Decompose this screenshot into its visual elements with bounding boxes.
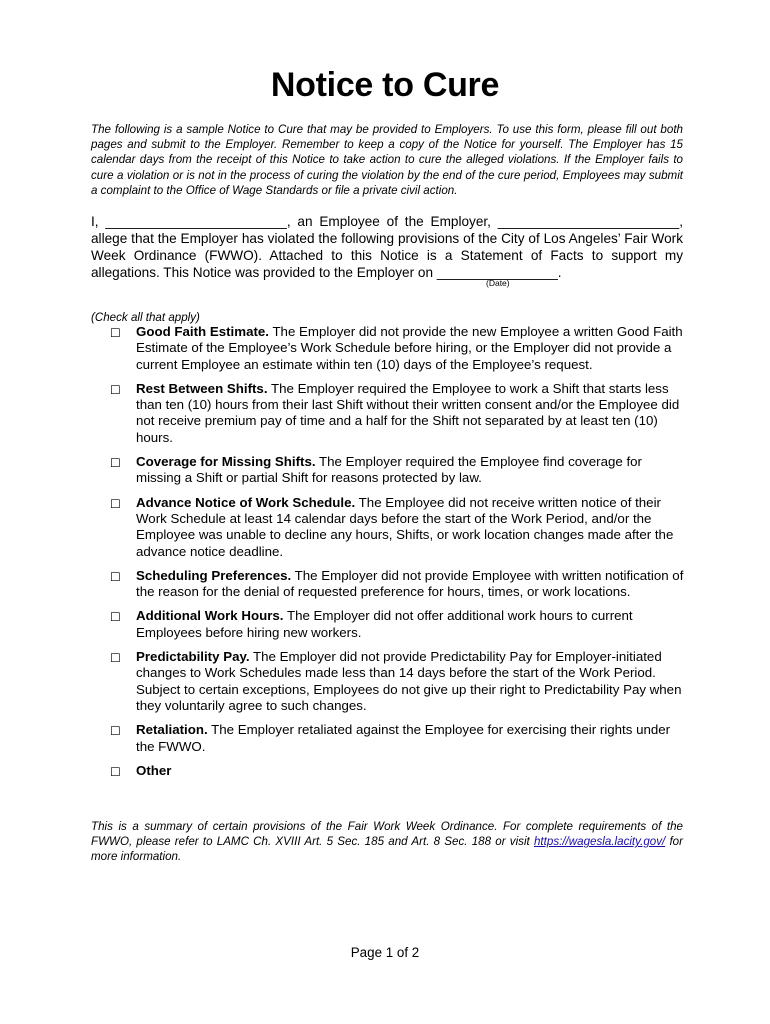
- checkbox[interactable]: ☐: [110, 326, 121, 340]
- checkbox[interactable]: ☐: [110, 651, 121, 666]
- checklist-item: [110, 324, 685, 373]
- item-heading: Other: [136, 762, 172, 778]
- checklist-item: [110, 454, 685, 487]
- summary-text: This is a summary of certain provisions of the Fair Work Week Ordinance. For complete requirements of the FWWO, please refer to LAMC Ch. XVIII Art. 5 Sec. 185 and Art. 8 Sec. 188 or visit: [91, 820, 683, 849]
- item-text: The Employee did not receive written notice of their Work Schedule at least 14 calendar days before the start of the Work Period, and/or the Employee was unable to decline any hours, Shifts, or work location changes made after the advance notice deadline.: [136, 494, 674, 559]
- checkbox[interactable]: ☐: [110, 569, 121, 584]
- summary-text-end: for more information.: [91, 835, 683, 864]
- item-text: The Employer did not provide the new Employee a written Good Faith Estimate of the Employee’s Work Schedule before hiring, or the Employer did not provide a current Employee an estimate within ten (10) days of the Employee’s request.: [136, 324, 683, 372]
- checklist-item: [110, 495, 685, 560]
- checklist-item: [110, 381, 685, 446]
- item-heading: Coverage for Missing Shifts.: [136, 454, 316, 470]
- item-text: The Employer required the Employee to work a Shift that starts less than ten (10) hours from their last Shift without their written consent and/or the Employee did not receive premium pay of time and a half for the Shift not separated by at least ten (10) hours.: [136, 380, 680, 445]
- item-text: The Employer did not provide Employee with written notification of the reason for the denial of requested preference for hours, times, or work locations.: [136, 567, 684, 600]
- item-heading: Advance Notice of Work Schedule.: [136, 494, 356, 510]
- item-heading: Additional Work Hours.: [136, 608, 284, 624]
- checkbox[interactable]: ☐: [110, 610, 121, 625]
- checklist-item: [110, 608, 685, 641]
- checkbox[interactable]: ☐: [110, 496, 121, 511]
- summary-paragraph: [91, 819, 683, 865]
- checkbox[interactable]: ☐: [110, 456, 121, 471]
- allegation-paragraph: I, ________________________, an Employee of the Employer, ________________________, allege that the Employer has violated the following provisions of the City of Los Angeles’ Fair Work Week Ordinance (FWWO). Attached to this Notice is a Statement of Facts to support my allegations. This Notice was provided to the Employer on ________________.: [91, 214, 683, 280]
- item-heading: Scheduling Preferences.: [136, 567, 292, 583]
- item-text: The Employer did not provide Predictability Pay for Employer-initiated changes to Work Schedules made less than 14 days before the start of the Work Period. Subject to certain exceptions, Employees do not give up their right to Predictability Pay when they voluntarily agree to such changes.: [136, 649, 682, 713]
- page-title: Notice to Cure: [270, 66, 500, 104]
- item-text: The Employer did not offer additional work hours to current Employees before hiring new workers.: [136, 608, 633, 640]
- item-heading: Predictability Pay.: [136, 649, 250, 665]
- checkbox[interactable]: ☐: [110, 724, 121, 739]
- checkbox[interactable]: ☐: [110, 764, 121, 779]
- violation-checklist: [110, 324, 685, 787]
- checklist-item: [110, 763, 685, 779]
- date-label: (Date): [486, 278, 510, 288]
- page-number: Page 1 of 2: [350, 945, 420, 960]
- wagesla-link[interactable]: https://wagesla.lacity.gov/: [533, 835, 666, 849]
- check-all-hint: (Check all that apply): [91, 311, 200, 324]
- intro-paragraph: The following is a sample Notice to Cure that may be provided to Employers. To use this form, please fill out both pages and submit to the Employer. Remember to keep a copy of the Notice for yourself. The Employer has 15 calendar days from the receipt of this Notice to take action to cure the alleged violations. If the Employer fails to cure a violation or is not in the process of curing the violation by the end of the cure period, Employees may submit a complaint to the Office of Wage Standards or file a private civil action.: [91, 123, 683, 197]
- item-heading: Good Faith Estimate.: [136, 324, 269, 339]
- item-heading: Rest Between Shifts.: [136, 380, 268, 396]
- item-heading: Retaliation.: [136, 722, 208, 738]
- checklist-item: [110, 568, 685, 601]
- item-text: The Employer required the Employee find coverage for missing a Shift or partial Shift for reasons protected by law.: [136, 454, 642, 486]
- item-text: The Employer retaliated against the Employee for exercising their rights under the FWWO.: [136, 722, 671, 754]
- checkbox[interactable]: ☐: [110, 382, 121, 397]
- checklist-item: [110, 722, 685, 755]
- checklist-item: [110, 649, 685, 714]
